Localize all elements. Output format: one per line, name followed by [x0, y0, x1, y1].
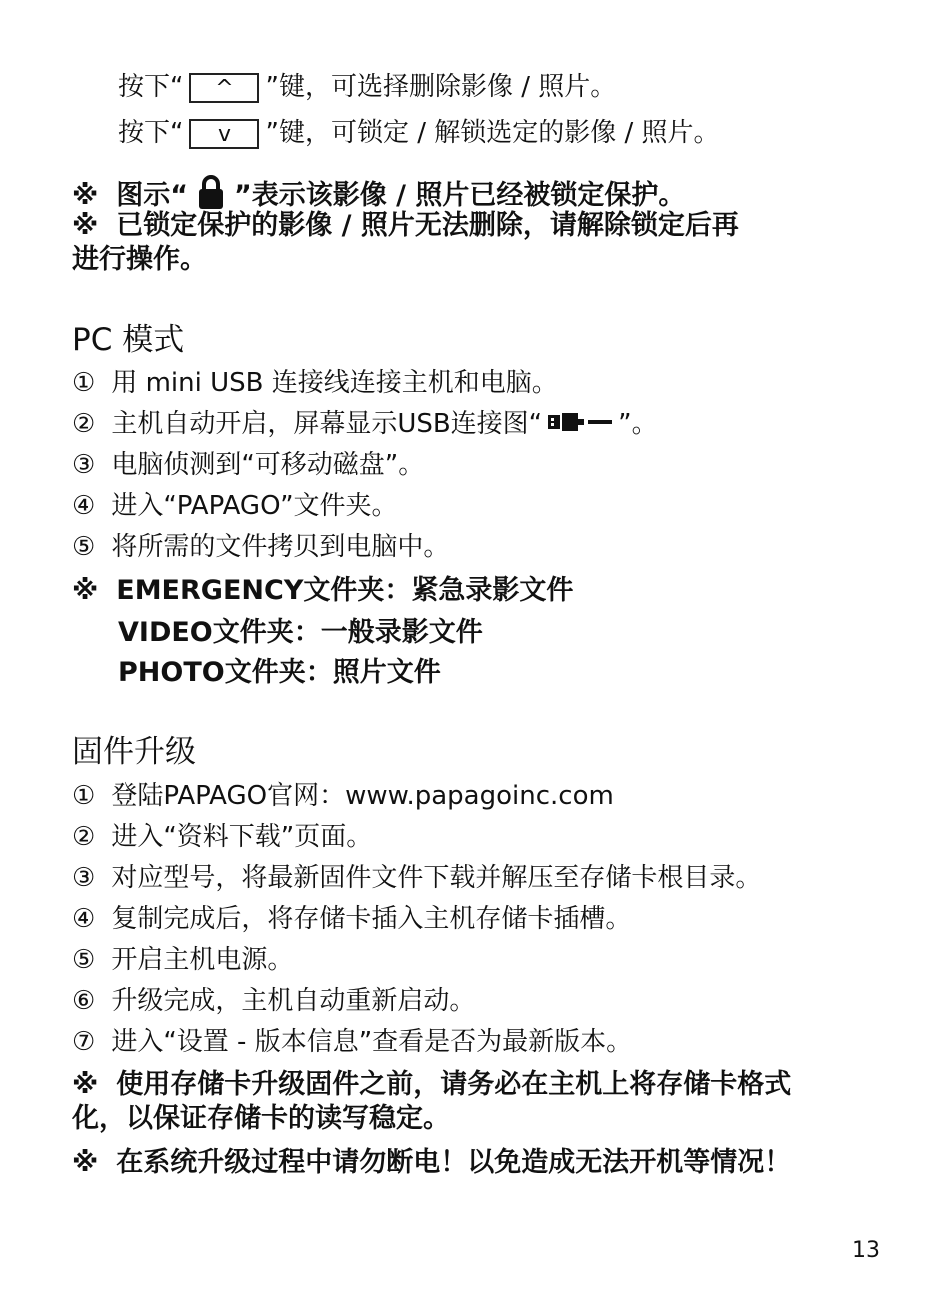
locked-delete-note: ※ 已锁定保护的影像 / 照片无法删除，请解除锁定后再	[72, 210, 739, 241]
page-number: 13	[852, 1238, 880, 1263]
folder-note-video: VIDEO文件夹：一般录影文件	[118, 617, 483, 648]
fw-step-2: ② 进入“资料下载”页面。	[72, 822, 373, 852]
pc-step-5: ⑤ 将所需的文件拷贝到电脑中。	[72, 532, 450, 562]
down-key-symbol: v	[189, 119, 259, 149]
down-key-instruction: 按下“ v ”键，可锁定 / 解锁选定的影像 / 照片。	[118, 118, 720, 148]
fw-step-7: ⑦ 进入“设置 - 版本信息”查看是否为最新版本。	[72, 1027, 633, 1057]
folder-note-emergency: ※ EMERGENCY文件夹：紧急录影文件	[72, 575, 574, 606]
up-key-instruction: 按下“ ^ ”键，可选择删除影像 / 照片。	[118, 72, 617, 102]
usb-connection-icon	[546, 408, 614, 442]
pc-mode-title: PC 模式	[72, 322, 185, 358]
pc-step-1: ① 用 mini USB 连接线连接主机和电脑。	[72, 368, 558, 398]
lock-icon-note: ※ 图示“ ”表示该影像 / 照片已经被锁定保护。	[72, 174, 685, 219]
firmware-title: 固件升级	[72, 734, 196, 770]
fw-step-5: ⑤ 开启主机电源。	[72, 945, 294, 975]
no-power-off-note: ※ 在系统升级过程中请勿断电！以免造成无法开机等情况！	[72, 1147, 792, 1178]
format-card-note: ※ 使用存储卡升级固件之前，请务必在主机上将存储卡格式	[72, 1069, 792, 1100]
fw-step-1: ① 登陆PAPAGO官网：www.papagoinc.com	[72, 781, 614, 811]
format-card-note-cont: 化，以保证存储卡的读写稳定。	[72, 1103, 450, 1134]
locked-delete-note-cont: 进行操作。	[72, 244, 207, 275]
folder-note-photo: PHOTO文件夹：照片文件	[118, 657, 441, 688]
pc-step-4: ④ 进入“PAPAGO”文件夹。	[72, 491, 398, 521]
up-key-symbol: ^	[189, 73, 259, 103]
fw-step-4: ④ 复制完成后，将存储卡插入主机存储卡插槽。	[72, 904, 632, 934]
fw-step-6: ⑥ 升级完成，主机自动重新启动。	[72, 986, 476, 1016]
fw-step-3: ③ 对应型号，将最新固件文件下载并解压至存储卡根目录。	[72, 863, 762, 893]
pc-step-3: ③ 电脑侦测到“可移动磁盘”。	[72, 450, 425, 480]
pc-step-2: ② 主机自动开启，屏幕显示USB连接图“ ”。	[72, 407, 658, 442]
